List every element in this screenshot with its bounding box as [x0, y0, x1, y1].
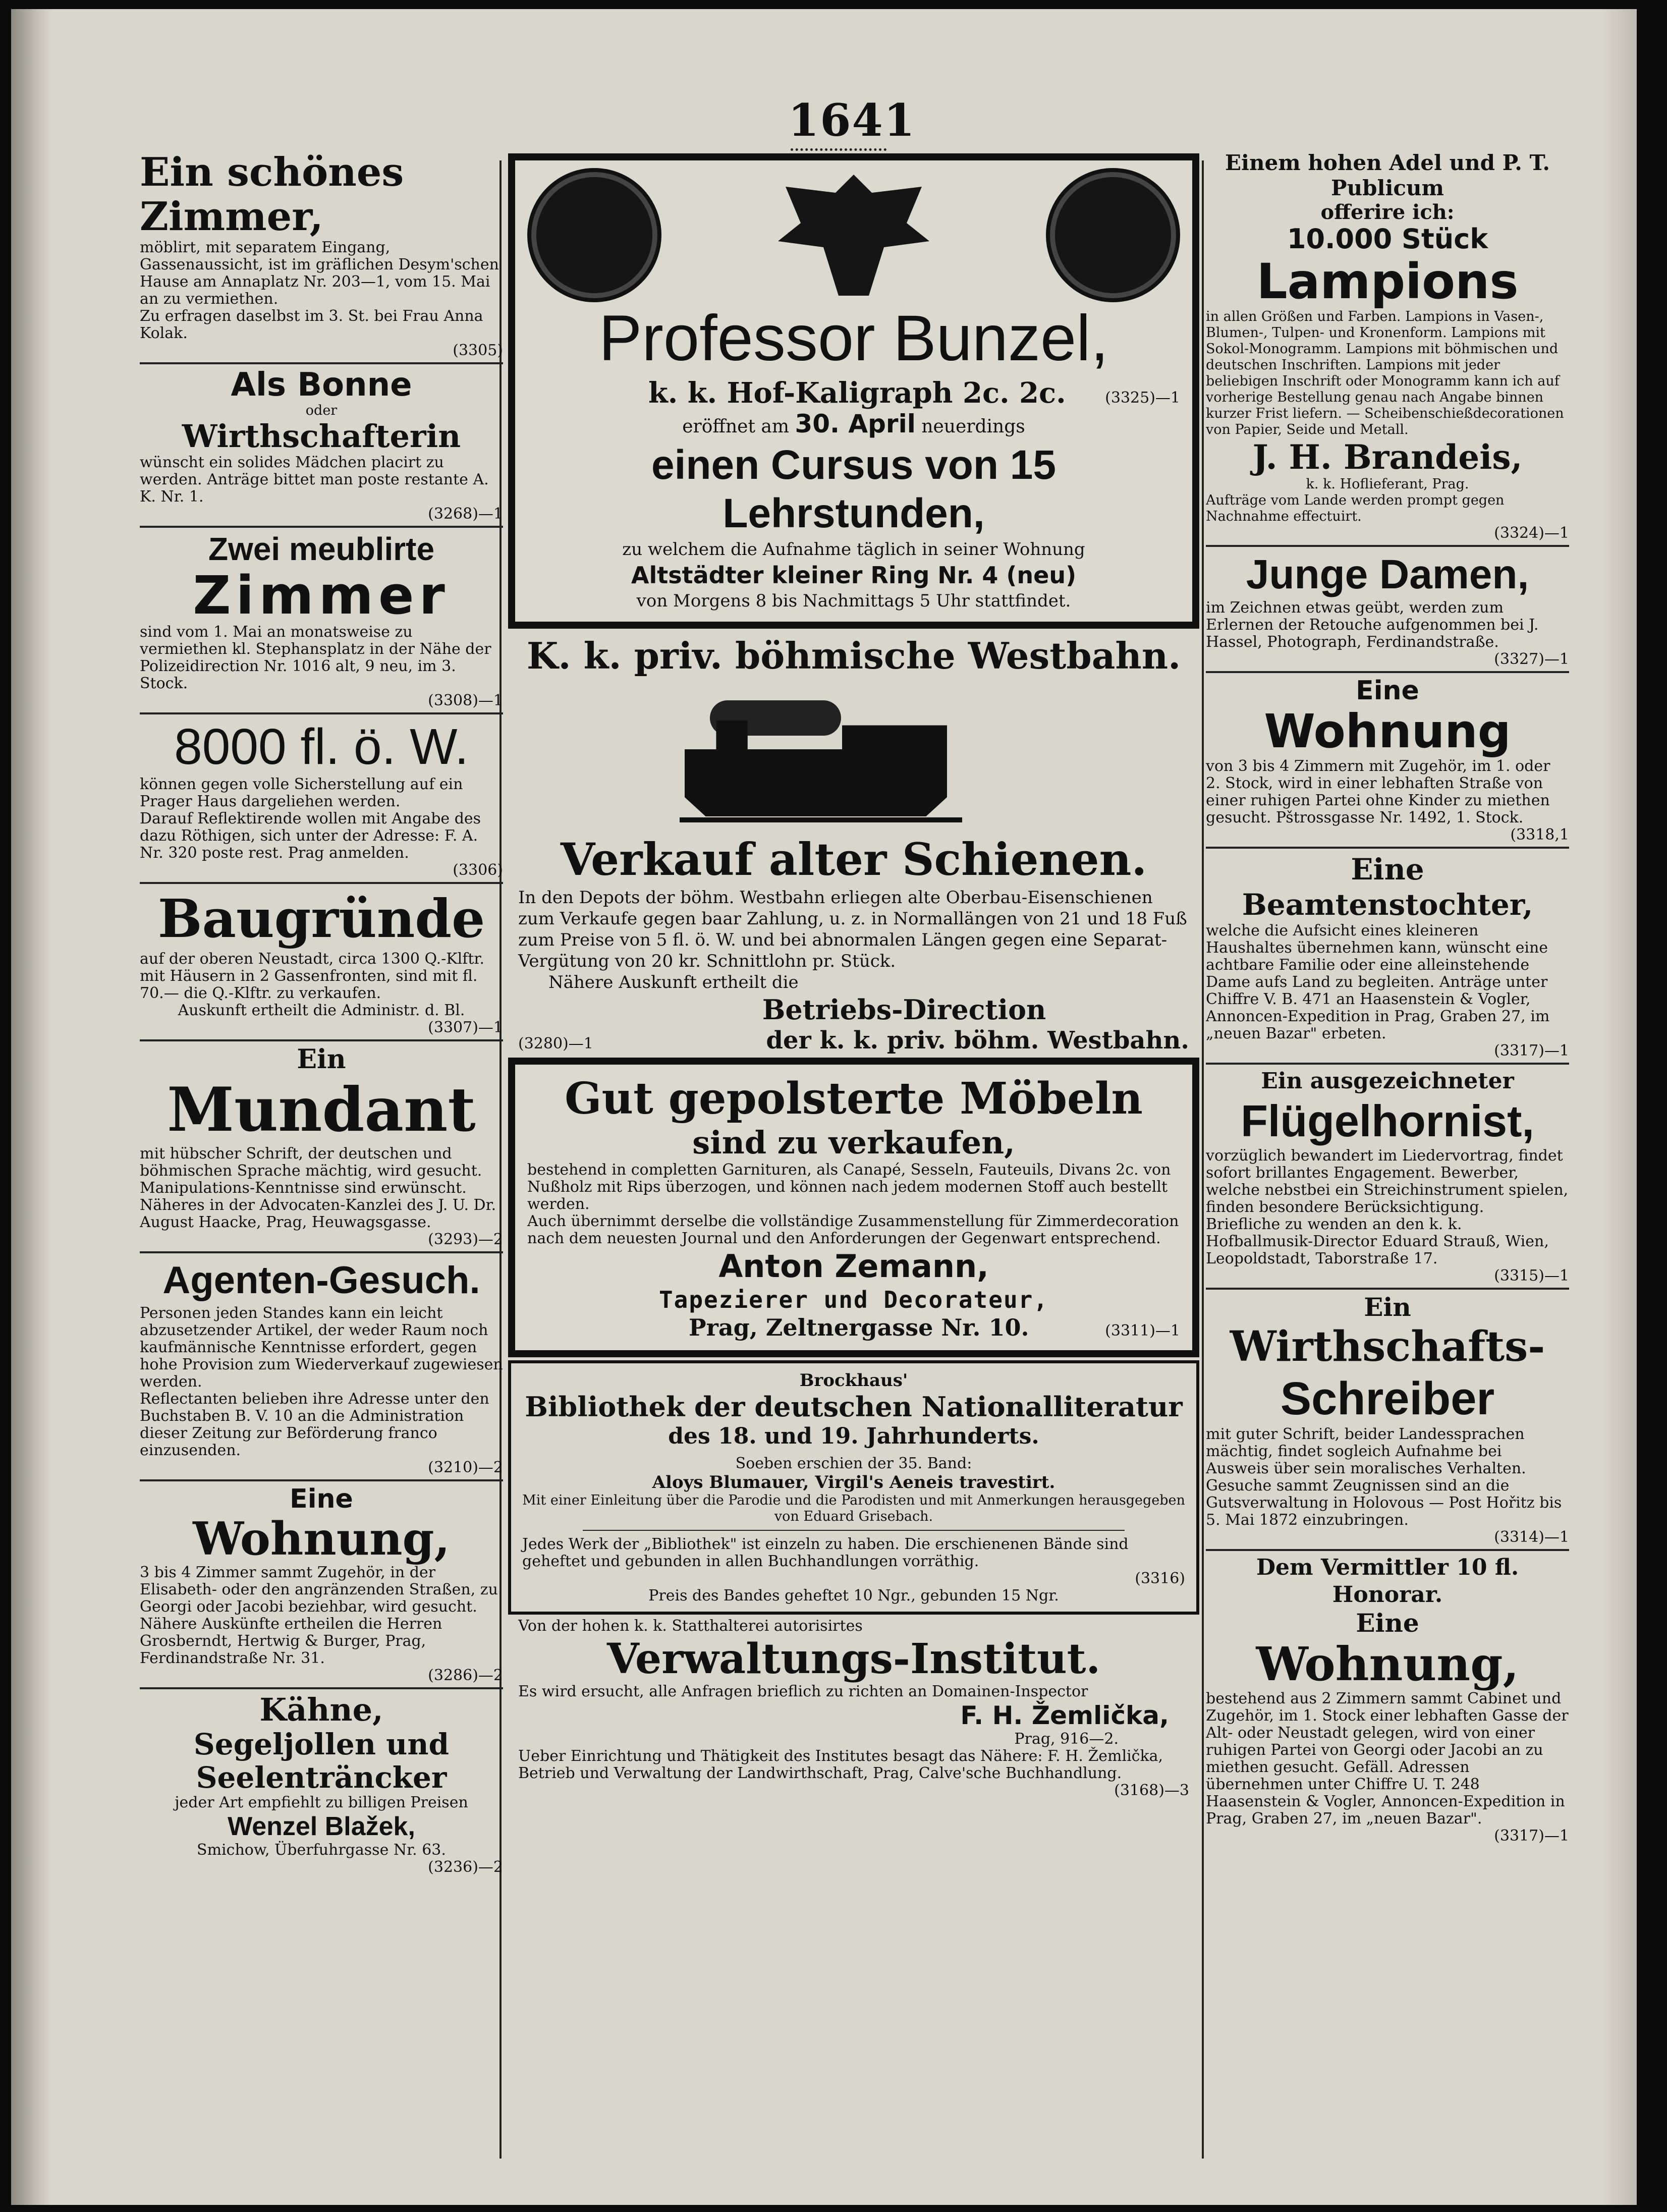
ad-body: bestehend in completten Garnituren, als Canapé, Sesseln, Fauteuils, Divans 2c. von Nußholz mit Rips überzogen, und können nach jedem modernen Stoff auch bestellt werden. — [527, 1161, 1171, 1213]
ad-divider — [140, 362, 503, 364]
ad-body-2: Gesuche sammt Zeugnissen sind an die Gutsverwaltung in Holovous — Post Hořitz bis 5. Mai 1872 einzubringen. — [1206, 1477, 1562, 1529]
ad-wirthschafts-schreiber — [1206, 1293, 1569, 1546]
ad-name: Wenzel Blažek, — [228, 1812, 415, 1841]
ad-body: Personen jeden Standes kann ein leicht abzusetzender Artikel, der weder Raum noch kaufmännische Kenntnisse erfordert, gegen hohe Provision zum Wiederverkauf zugewiesen werden. — [140, 1304, 503, 1391]
ad-divider — [1206, 1063, 1569, 1065]
ad-line-2: zu welchem die Aufnahme täglich in seiner Wohnung — [622, 539, 1085, 560]
ad-contact: Zu erfragen daselbst im 3. St. bei Frau Anna Kolak. — [140, 307, 483, 342]
ad-body: in allen Größen und Farben. Lampions in Vasen-, Blumen-, Tulpen- und Kronenform. Lampions mit Sokol-Monogramm. Lampions mit böhmischen und deutschen Inschriften. Lampions mit jeder beliebigen Inschrift oder Monogramm kann ich auf vorherige Bestellung genau nach Angabe binnen kurzer Frist liefern. — Scheibenschießdecorationen von Papier, Seide und Metall. — [1206, 309, 1564, 437]
ad-body-2: Nähere Auskunft ertheilt die — [548, 972, 799, 992]
ad-line-2: Aloys Blumauer, Virgil's Aeneis travestirt. — [652, 1472, 1055, 1492]
ad-ref: (3286)—2 — [428, 1667, 503, 1684]
ad-ref: (3293)—2 — [428, 1231, 503, 1248]
ad-body-2: Aufträge vom Lande werden prompt gegen Nachnahme effectuirt. — [1206, 492, 1505, 524]
ad-body: Es wird ersucht, alle Anfragen brieflich zu richten an Domainen-Inspector — [518, 1683, 1088, 1700]
ad-body: mit hübscher Schrift, der deutschen und böhmischen Sprache mächtig, wird gesucht. Manipulations-Kenntnisse sind erwünscht. — [140, 1145, 482, 1197]
ad-headline: 8000 fl. ö. W. — [174, 718, 469, 775]
ad-lampions — [1206, 150, 1569, 542]
ad-headline: Flügelhornist, — [1241, 1096, 1534, 1146]
ad-name: J. H. Brandeis, — [1252, 437, 1523, 477]
ad-body-2: Ueber Einrichtung und Thätigkeit des Institutes besagt das Nähere: F. H. Žemlička, Betrieb und Verwaltung der Landwirthschaft, Prag, Calve'sche Buchhandlung. — [518, 1747, 1163, 1782]
ad-qty: 10.000 Stück — [1287, 223, 1488, 255]
ad-headline: Zwei meublirte — [208, 531, 435, 567]
ad-ref: (3306) — [453, 861, 503, 879]
ad-oder: oder — [305, 403, 338, 418]
ad-headline: Wohnung — [1264, 704, 1511, 758]
ad-title: k. k. Hoflieferant, Prag. — [1306, 476, 1469, 492]
ad-body-2: Auch übernimmt derselbe die vollständige Zusammenstellung für Zimmerdecoration nach dem neuesten Journal und den Anforderungen der Gegenwart entsprechend. — [527, 1212, 1179, 1247]
ad-agenten — [140, 1256, 503, 1476]
ad-signature-1: Betriebs-Direction — [762, 993, 1046, 1026]
emblem-row — [527, 170, 1180, 301]
ad-body-2: Reflectanten belieben ihre Adresse unter den Buchstaben B. V. 10 an die Administration dieser Zeitung zur Beförderung franco einzusenden. — [140, 1390, 489, 1459]
ad-divider — [140, 526, 503, 528]
ad-pre: Brockhaus' — [799, 1370, 908, 1391]
ad-body-2: Briefliche zu wenden an den k. k. Hofballmusik-Director Eduard Strauß, Wien, Leopoldstadt, Taborstraße 17. — [1206, 1215, 1549, 1267]
ad-headline-2: sind zu verkaufen, — [692, 1124, 1015, 1161]
ad-ref: (3280)—1 — [518, 1035, 593, 1053]
ad-divider — [140, 1039, 503, 1041]
ad-zwei-zimmer — [140, 531, 503, 709]
ad-line-3: Mit einer Einleitung über die Parodie und die Parodisten und mit Anmerkungen herausgegeben von Eduard Grisebach. — [522, 1492, 1185, 1524]
ad-brockhaus — [508, 1360, 1199, 1615]
ad-body: auf der oberen Neustadt, circa 1300 Q.-Klftr. mit Häusern in 2 Gassenfronten, sind mit fl. 70.— die Q.-Klftr. zu verkaufen. — [140, 950, 485, 1002]
ad-headline: Eine Beamtenstochter, — [1242, 852, 1533, 922]
ad-ref: (3317)—1 — [1494, 1042, 1569, 1060]
ad-headline-2: Segeljollen und — [193, 1727, 450, 1761]
ad-price: Preis des Bandes geheftet 10 Ngr., gebunden 15 Ngr. — [648, 1587, 1059, 1605]
ad-name: Anton Zemann, — [718, 1248, 989, 1285]
middle-column — [508, 150, 1199, 2159]
ad-baugruende — [140, 887, 503, 1036]
ad-subhead: Verkauf alter Schienen. — [560, 833, 1147, 886]
newspaper-page — [11, 9, 1637, 2205]
ad-headline-2: Zimmer — [193, 565, 450, 626]
ad-headline: Gut gepolsterte Möbeln — [565, 1073, 1143, 1124]
ad-divider — [1206, 847, 1569, 849]
ad-headline: Bibliothek der deutschen Nationalliteratur — [525, 1391, 1183, 1423]
ad-ref: (3325)—1 — [1105, 389, 1180, 407]
ad-name: F. H. Žemlička, — [960, 1701, 1169, 1730]
ad-ref: (3236)—2 — [428, 1858, 503, 1876]
ad-body: vorzüglich bewandert im Liedervortrag, findet sofort brillantes Engagement. Bewerber, welche nebstbei ein Streichinstrument spielen, finden besondere Berücksichtigung. — [1206, 1147, 1569, 1216]
ad-headline: Als Bonne — [231, 367, 412, 404]
ad-verwaltung — [508, 1618, 1199, 1799]
ad-body-2: Darauf Reflektirende wollen mit Angabe des dazu Röthigen, sich unter der Adresse: F. A. Nr. 320 poste rest. Prag anmelden. — [140, 810, 481, 862]
ad-divider — [140, 1251, 503, 1253]
ad-ref: (3168)—3 — [1114, 1782, 1189, 1799]
ad-headline: Lampions — [1256, 253, 1519, 310]
ad-divider — [140, 1479, 503, 1481]
ad-address: Prag, Zeltnergasse Nr. 10. — [689, 1314, 1029, 1341]
ad-wohnung-left — [140, 1484, 503, 1684]
ad-body: wünscht ein solides Mädchen placirt zu werden. Anträge bittet man poste restante A. K. Nr. 1. — [140, 454, 489, 506]
ad-ref: (3316) — [1135, 1570, 1185, 1587]
ad-line-1: Soeben erschien der 35. Band: — [735, 1455, 972, 1472]
ad-ref: (3318,1 — [1510, 826, 1569, 844]
ad-line-post: neuerdings — [921, 416, 1025, 437]
ad-body: mit guter Schrift, beider Landessprachen mächtig, findet sogleich Aufnahme bei Ausweis über sein moralisches Verhalten. — [1206, 1425, 1526, 1477]
ad-headline: Baugründe — [157, 888, 485, 950]
ad-headline: Wirthschafts- — [1230, 1322, 1545, 1371]
ad-pre: Eine — [1356, 676, 1419, 706]
ad-headline: K. k. priv. böhmische Westbahn. — [526, 634, 1181, 677]
ad-headline: Wohnung, — [193, 1512, 450, 1566]
ad-bonne — [140, 367, 503, 523]
ad-8000 — [140, 717, 503, 879]
ad-headline-2: Wirthschafterin — [182, 418, 461, 455]
ad-headline: Wohnung, — [1256, 1637, 1519, 1691]
ad-body-2: Auskunft ertheilt die Administr. d. Bl. — [178, 1002, 465, 1019]
ad-body: welche die Aufsicht eines kleineren Haushaltes übernehmen kann, wünscht eine achtbare Familie oder eine alleinstehende Dame aufs Land zu begleiten. Anträge unter Chiffre V. B. 471 an Haasenstein & Vogler, Annoncen-Expedition in Prag, Graben 27, im „neuen Bazar" erbeten. — [1206, 922, 1550, 1042]
ad-bunzel — [508, 153, 1199, 629]
ad-body: In den Depots der böhm. Westbahn erliegen alte Oberbau-Eisenschienen zum Verkaufe gegen baar Zahlung, u. z. in Normallängen von 21 und 18 Fuß zum Preise von 5 fl. ö. W. und bei abnormalen Längen gegen eine Separat-Vergütung von 20 kr. Schnittlohn pr. Stück. — [518, 888, 1187, 971]
ad-headline: Mundant — [167, 1074, 476, 1145]
ad-body: können gegen volle Sicherstellung auf ein Prager Haus dargeliehen werden. — [140, 776, 463, 810]
ad-pre: Ein — [297, 1044, 346, 1075]
ad-divider — [1206, 1288, 1569, 1290]
ad-divider — [140, 882, 503, 884]
ad-headline: Verwaltungs-Institut. — [606, 1635, 1101, 1683]
ad-body: im Zeichnen etwas geübt, werden zum Erlernen der Retouche aufgenommen bei J. Hassel, Photograph, Ferdinandstraße. — [1206, 599, 1539, 651]
ad-trade: Tapezierer und Decorateur, — [658, 1286, 1049, 1313]
ad-body: Jedes Werk der „Bibliothek" ist einzeln zu haben. Die erschienenen Bände sind geheftet und gebunden in allen Buchhandlungen vorräthig. — [522, 1535, 1129, 1570]
ad-body: bestehend aus 2 Zimmern sammt Cabinet und Zugehör, im 1. Stock einer lebhaften Gasse der Alt- oder Neustadt gelegen, wird von einer ruhigen Partei von Georgi oder Jacobi an zu miethen gesucht. Gefäll. Adressen übernehmen unter Chiffre U. T. 248 Haasenstein & Vogler, Annoncen-Expedition in Prag, Graben 27, im „neuen Bazar". — [1206, 1690, 1569, 1828]
page-number: 1641 — [788, 94, 916, 146]
medal-icon — [527, 168, 661, 302]
ad-westbahn — [508, 632, 1199, 1055]
ad-title: k. k. Hof-Kaligraph 2c. 2c. — [648, 376, 1066, 410]
ad-divider — [583, 1530, 1125, 1531]
ad-pre: Ein ausgezeichneter — [1261, 1068, 1514, 1094]
ad-ref: (3268)—1 — [428, 505, 503, 523]
portrait-medal-icon — [1046, 168, 1180, 302]
ad-headline: Professor Bunzel, — [598, 302, 1109, 374]
ad-ref: (3307)—1 — [428, 1019, 503, 1036]
ad-ref: (3327)—1 — [1494, 650, 1569, 668]
ad-headline: Agenten-Gesuch. — [162, 1259, 480, 1302]
ad-address: Smichow, Überfuhrgasse Nr. 63. — [197, 1841, 446, 1859]
left-column — [140, 150, 503, 2159]
eagle-crest-icon — [778, 175, 929, 296]
page-edge — [1601, 9, 1637, 2205]
ad-junge-damen — [1206, 550, 1569, 668]
ad-signature-2: der k. k. priv. böhm. Westbahn. — [766, 1026, 1189, 1055]
ad-ref: (3315)—1 — [1494, 1267, 1569, 1285]
ad-divider — [1206, 671, 1569, 673]
ad-pre: Eine — [290, 1484, 353, 1514]
ad-pre: Von der hohen k. k. Statthalterei autorisirtes — [518, 1618, 863, 1635]
ad-ref: (3317)—1 — [1494, 1827, 1569, 1845]
ad-divider — [1206, 545, 1569, 547]
ad-ref: (3308)—1 — [428, 692, 503, 709]
ad-headline: Junge Damen, — [1246, 551, 1529, 597]
ad-moebel — [508, 1058, 1199, 1357]
binding-gutter — [11, 9, 52, 2205]
ad-ref: (3314)—1 — [1494, 1528, 1569, 1546]
ad-body: jeder Art empfiehlt zu billigen Preisen — [175, 1794, 468, 1811]
ad-vermittler — [1206, 1554, 1569, 1845]
ad-offer: offerire ich: — [1320, 200, 1455, 224]
ad-headline: Ein schönes Zimmer, — [140, 150, 404, 240]
ad-beamtenstochter — [1206, 852, 1569, 1060]
ad-date: 30. April — [795, 409, 916, 438]
ad-headline: Kähne, — [259, 1692, 383, 1728]
ad-wohnung-right — [1206, 676, 1569, 844]
ad-body: sind vom 1. Mai an monatsweise zu vermiethen kl. Stephansplatz in der Nähe der Polizeidirection Nr. 1016 alt, 9 neu, im 3. Stock. — [140, 623, 491, 692]
right-column — [1206, 150, 1569, 2159]
column-rule — [1202, 160, 1204, 2159]
ad-pre: Einem hohen Adel und P. T. Publicum — [1225, 150, 1550, 200]
ad-hours: von Morgens 8 bis Nachmittags 5 Uhr stattfindet. — [636, 591, 1071, 611]
ad-kaehne — [140, 1692, 503, 1876]
ad-divider — [1206, 1549, 1569, 1551]
ad-pre: Ein — [1364, 1293, 1411, 1322]
locomotive-illustration — [518, 680, 1189, 832]
rail-icon — [680, 817, 962, 822]
ad-ref: (3305) — [453, 342, 503, 359]
ad-pre-2: Eine — [1356, 1608, 1419, 1638]
ad-ref: (3210)—2 — [428, 1459, 503, 1476]
ad-body: möblirt, mit separatem Eingang, Gassenaussicht, ist im gräflichen Desym'schen Hause am Annaplatz Nr. 203—1, vom 15. Mai an zu vermiethen. — [140, 239, 499, 308]
ad-body: von 3 bis 4 Zimmern mit Zugehör, im 1. oder 2. Stock, wird in einer lebhaften Straße von einer ruhigen Partei ohne Kinder zu miethen gesucht. Pštrossgasse Nr. 1492, 1. Stock. — [1206, 757, 1550, 826]
ad-body-2: Näheres in der Advocaten-Kanzlei des J. U. Dr. August Haacke, Prag, Heuwagsgasse. — [140, 1196, 496, 1231]
ad-headline-2: Schreiber — [1280, 1373, 1495, 1424]
ad-divider — [140, 1687, 503, 1689]
ad-mundant — [140, 1044, 503, 1248]
ad-pre: Dem Vermittler 10 fl. Honorar. — [1256, 1555, 1519, 1608]
ad-divider — [140, 712, 503, 714]
ad-address: Altstädter kleiner Ring Nr. 4 (neu) — [631, 562, 1077, 589]
ad-ref: (3311)—1 — [1105, 1322, 1180, 1340]
ad-headline-3: Seelenträncker — [196, 1760, 447, 1795]
ad-body: 3 bis 4 Zimmer sammt Zugehör, in der Elisabeth- oder den angränzenden Straßen, zu Georgi oder Jacobi beziehbar, wird gesucht. Nähere Auskünfte ertheilen die Herren Grosberndt, Hertwig & Burger, Prag, Ferdinandstraße Nr. 31. — [140, 1564, 498, 1667]
ad-fluegelhornist — [1206, 1068, 1569, 1285]
ad-headline-2: des 18. und 19. Jahrhunderts. — [668, 1423, 1039, 1449]
ad-line-pre: eröffnet am — [682, 416, 789, 437]
ad-course: einen Cursus von 15 Lehrstunden, — [651, 442, 1057, 536]
ad-ref: (3324)—1 — [1494, 524, 1569, 542]
ad-address: Prag, 916—2. — [1014, 1730, 1119, 1748]
ad-zimmer — [140, 150, 503, 359]
